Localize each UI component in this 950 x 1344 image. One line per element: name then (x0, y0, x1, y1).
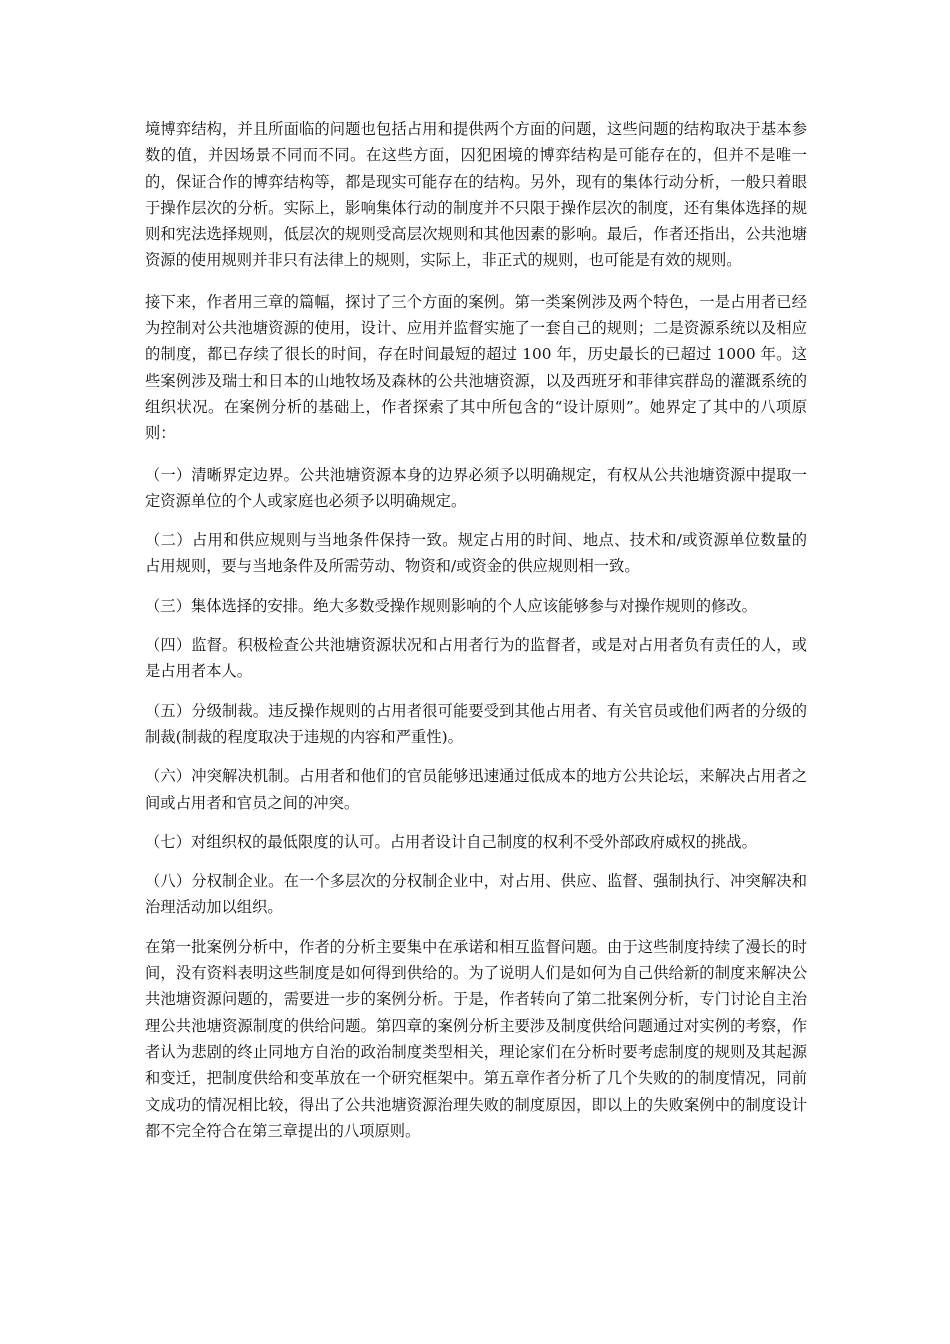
principle-2-congruence: （二）占用和供应规则与当地条件保持一致。规定占用的时间、地点、技术和/或资源单位数量的占用规则，要与当地条件及所需劳动、物资和/或资金的供应规则相一致。 (145, 531, 807, 576)
principle-4-monitoring: （四）监督。积极检查公共池塘资源状况和占用者行为的监督者，或是对占用者负有责任的人，或是占用者本人。 (145, 636, 807, 681)
paragraph-case-studies-intro: 接下来，作者用三章的篇幅，探讨了三个方面的案例。第一类案例涉及两个特色，一是占用者已经为控制对公共池塘资源的使用，设计、应用并监督实施了一套自己的规则；二是资源系统以及相应的制度，都已存续了很长的时间，存在时间最短的超过 100 年，历史最长的已超过 1000 年。这些案例涉及瑞士和日本的山地牧场及森林的公共池塘资源，以及西班牙和菲律宾群岛的灌溉系统的组织状况。在案例分析的基础上，作者探索了其中所包含的“设计原则”。她界定了其中的八项原则： (145, 292, 807, 443)
principle-6-conflict-resolution: （六）冲突解决机制。占用者和他们的官员能够迅速通过低成本的地方公共论坛，来解决占用者之间或占用者和官员之间的冲突。 (145, 767, 807, 812)
principle-5-graduated-sanctions: （五）分级制裁。违反操作规则的占用者很可能要受到其他占用者、有关官员或他们两者的分级的制裁(制裁的程度取决于违规的内容和严重性)。 (145, 701, 807, 746)
document-page (145, 116, 807, 1159)
paragraph-game-structure: 境博弈结构，并且所面临的问题也包括占用和提供两个方面的问题，这些问题的结构取决于基本参数的值，并因场景不同而不同。在这些方面，囚犯困境的博弈结构是可能存在的，但并不是唯一的，保证合作的博弈结构等，都是现实可能存在的结构。另外，现有的集体行动分析，一般只着眼于操作层次的分析。实际上，影响集体行动的制度并不只限于操作层次的制度，还有集体选择的规则和宪法选择规则，低层次的规则受高层次规则和其他因素的影响。最后，作者还指出，公共池塘资源的使用规则并非只有法律上的规则，实际上，非正式的规则，也可能是有效的规则。 (145, 120, 807, 270)
paragraph-second-case-batch: 在第一批案例分析中，作者的分析主要集中在承诺和相互监督问题。由于这些制度持续了漫长的时间，没有资料表明这些制度是如何得到供给的。为了说明人们是如何为自己供给新的制度来解决公共池塘资源问题的，需要进一步的案例分析。于是，作者转向了第二批案例分析，专门讨论自主治理公共池塘资源制度的供给问题。第四章的案例分析主要涉及制度供给问题通过对实例的考察，作者认为悲剧的终止同地方自治的政治制度类型相关，理论家们在分析时要考虑制度的规则及其起源和变迁，把制度供给和变革放在一个研究框架中。第五章作者分析了几个失败的的制度情况，同前文成功的情况相比较，得出了公共池塘资源治理失败的制度原因，即以上的失败案例中的制度设计都不完全符合在第三章提出的八项原则。 (145, 937, 807, 1140)
principle-1-boundaries: （一）清晰界定边界。公共池塘资源本身的边界必须予以明确规定，有权从公共池塘资源中提取一定资源单位的个人或家庭也必须予以明确规定。 (145, 465, 807, 510)
principle-3-collective-choice: （三）集体选择的安排。绝大多数受操作规则影响的个人应该能够参与对操作规则的修改。 (145, 596, 757, 615)
principle-8-nested-enterprises: （八）分权制企业。在一个多层次的分权制企业中，对占用、供应、监督、强制执行、冲突解决和治理活动加以组织。 (145, 872, 807, 917)
principle-7-recognition-of-rights: （七）对组织权的最低限度的认可。占用者设计自己制度的权利不受外部政府威权的挑战。 (145, 832, 757, 851)
